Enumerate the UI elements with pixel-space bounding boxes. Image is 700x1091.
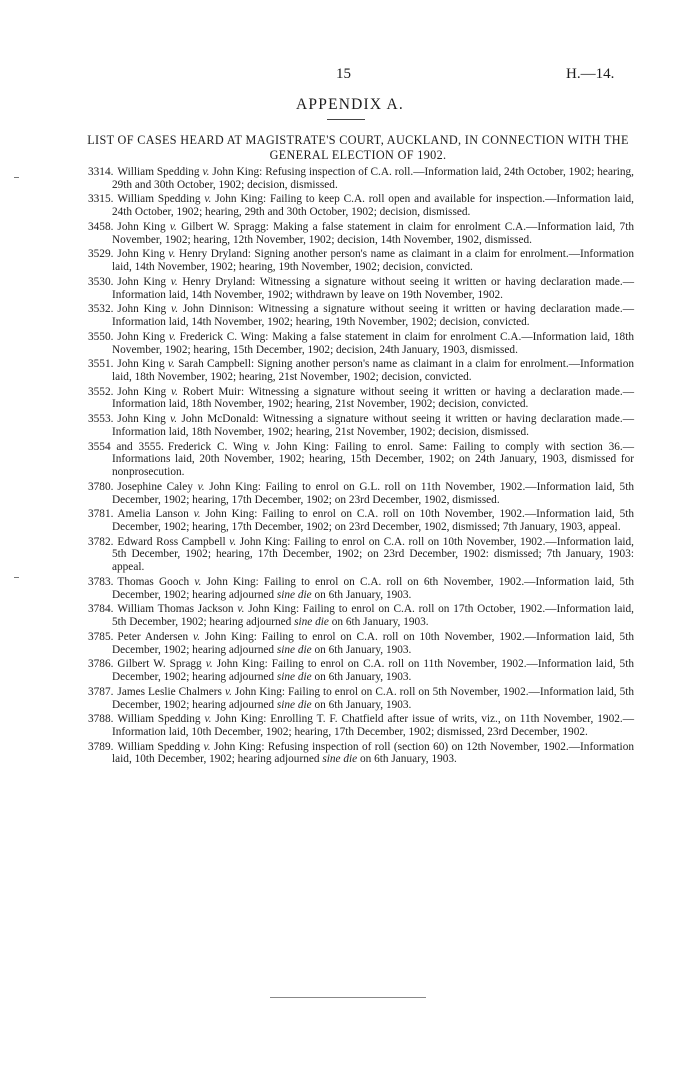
case-text: James Leslie Chalmers v. John King: Failing to enrol on C.A. roll on 5th November, 1902.—Information laid, 5th December, 1902; hearing adjourned sine die on 6th January, 1903. (112, 685, 635, 711)
case-number: 3784. (88, 603, 114, 616)
case-entry (88, 193, 634, 218)
case-text: John King v. Robert Muir: Witnessing a signature without seeing it written or having a declaration made.—Information laid, 18th November, 1902; hearing, 21st November, 1902; decision, convicted. (112, 385, 634, 411)
case-number: 3781. (88, 508, 114, 521)
page-number: 15 (336, 66, 351, 82)
case-entry (88, 413, 634, 438)
case-number: 3532. (88, 303, 114, 316)
case-entry (88, 741, 634, 766)
case-number: 3550. (88, 330, 114, 343)
case-text: William Spedding v. John King: Failing to keep C.A. roll open and available for inspection.—Information laid, 24th October, 1902; hearing, 29th and 30th October, 1902; decision, dismissed. (112, 193, 634, 219)
case-entry (88, 358, 634, 383)
case-number: 3785. (88, 630, 114, 643)
case-number: 3554 and 3555. (88, 440, 164, 453)
case-entry (88, 576, 634, 601)
case-number: 3458. (88, 220, 114, 233)
end-rule (270, 997, 426, 998)
case-entry (88, 658, 634, 683)
case-text: John King v. Henry Dryland: Witnessing a signature without seeing it written or having declaration made.—Information laid, 14th November, 1902; withdrawn by leave on 19th November, 1902. (112, 275, 634, 301)
case-entry (88, 508, 634, 533)
case-number: 3552. (88, 385, 114, 398)
case-number: 3782. (88, 535, 114, 548)
case-number: 3315. (88, 193, 114, 206)
case-list (88, 166, 634, 768)
case-entry (88, 248, 634, 273)
case-text: William Spedding v. John King: Refusing inspection of roll (section 60) on 12th November, 1902.—Information laid, 10th December, 1902; hearing adjourned sine die on 6th January, 1903. (112, 740, 634, 766)
case-number: 3786. (88, 658, 114, 671)
case-entry (88, 221, 634, 246)
case-entry (88, 166, 634, 191)
case-text: John King v. John Dinnison: Witnessing a signature without seeing it written or having declaration made.—Information laid, 14th November, 1902; hearing, 19th November, 1902; decision, convicted. (112, 303, 634, 329)
case-text: Edward Ross Campbell v. John King: Failing to enrol on C.A. roll on 10th November, 1902.—Information laid, 5th December, 1902; hearing, 17th December, 1902; on 23rd December, 1902: dismissed; 7th January, 1903: appeal. (112, 535, 634, 574)
case-text: John King v. John McDonald: Witnessing a signature without seeing it written or having declaration made.—Information laid, 18th November, 1902; hearing, 21st November, 1902; decision, dismissed. (112, 413, 634, 438)
case-number: 3553. (88, 413, 114, 426)
appendix-title: APPENDIX A. (296, 96, 404, 113)
case-number: 3530. (88, 275, 114, 288)
case-number: 3787. (88, 685, 114, 698)
case-entry (88, 331, 634, 356)
case-text: William Spedding v. John King: Enrolling T. F. Chatfield after issue of writs, viz., on 11th November, 1902.—Information laid, 10th December, 1902; hearing, 17th December, 1902; dismissed, 23rd December, 1902. (112, 713, 634, 738)
case-number: 3551. (88, 358, 114, 371)
case-number: 3780. (88, 480, 114, 493)
case-number: 3789. (88, 740, 114, 753)
scan-speck (14, 577, 19, 578)
case-entry (88, 686, 634, 711)
title-rule (327, 119, 365, 120)
case-entry (88, 386, 634, 411)
case-text: John King v. Frederick C. Wing: Making a false statement in claim for enrolment C.A.—Information laid, 18th November, 1902; hearing, 15th December, 1902; decision, 24th January, 1903, dismissed. (112, 330, 634, 356)
case-entry (88, 536, 634, 574)
case-text: Gilbert W. Spragg v. John King: Failing to enrol on C.A. roll on 11th November, 1902.—Information laid, 5th December, 1902; hearing adjourned sine die on 6th January, 1903. (112, 658, 634, 684)
case-text: William Spedding v. John King: Refusing inspection of C.A. roll.—Information laid, 24th October, 1902; hearing, 29th and 30th October, 1902; decision, dismissed. (112, 166, 634, 191)
case-text: John King v. Henry Dryland: Signing another person's name as claimant in a claim for enrolment.—Information laid, 14th November, 1902; hearing, 19th November, 1902; decision, convicted. (112, 248, 634, 274)
case-text: Peter Andersen v. John King: Failing to enrol on C.A. roll on 10th November, 1902.—Information laid, 5th December, 1902; hearing adjourned sine die on 6th January, 1903. (112, 630, 634, 656)
case-text: Josephine Caley v. John King: Failing to enrol on G.L. roll on 11th November, 1902.—Information laid, 5th December, 1902; hearing, 17th December, 1902; on 23rd December, 1902, dismissed. (112, 480, 634, 506)
case-text: William Thomas Jackson v. John King: Failing to enrol on C.A. roll on 17th October, 1902.—Information laid, 5th December, 1902; hearing adjourned sine die on 6th January, 1903. (112, 603, 635, 629)
case-entry (88, 303, 634, 328)
case-entry (88, 481, 634, 506)
case-entry (88, 631, 634, 656)
case-number: 3783. (88, 575, 114, 588)
case-text: Amelia Lanson v. John King: Failing to enrol on C.A. roll on 10th November, 1902.—Information laid, 5th December, 1902; hearing, 17th December, 1902; on 23rd December, 1902, dismissed; 7th January, 1903, appeal. (112, 508, 634, 533)
document-reference: H.—14. (566, 66, 615, 82)
case-text: John King v. Gilbert W. Spragg: Making a false statement in claim for enrolment C.A.—Information laid, 7th November, 1902; hearing, 12th November, 1902; decision, 14th November, 1902, dismissed. (112, 220, 634, 246)
case-entry (88, 713, 634, 738)
case-entry (88, 276, 634, 301)
scan-speck (14, 177, 19, 178)
case-number: 3788. (88, 713, 114, 726)
case-text: John King v. Sarah Campbell: Signing another person's name as claimant in a claim for enrolment.—Information laid, 18th November, 1902; hearing, 21st November, 1902; decision, convicted. (112, 358, 634, 383)
case-text: Frederick C. Wing v. John King: Failing to enrol. Same: Failing to comply with section 36.—Informations laid, 20th November, 1902; hearing, 15th December, 1902; on 24th January, 1903, dismissed for nonprosecution. (112, 440, 635, 479)
case-number: 3314. (88, 166, 114, 178)
case-entry (88, 441, 634, 479)
case-entry (88, 603, 634, 628)
case-number: 3529. (88, 248, 114, 261)
list-heading: LIST OF CASES HEARD AT MAGISTRATE'S COURT, AUCKLAND, IN CONNECTION WITH THE GENERAL ELECTION OF 1902. (87, 133, 629, 162)
case-text: Thomas Gooch v. John King: Failing to enrol on C.A. roll on 6th November, 1902.—Information laid, 5th December, 1902; hearing adjourned sine die on 6th January, 1903. (112, 575, 634, 601)
